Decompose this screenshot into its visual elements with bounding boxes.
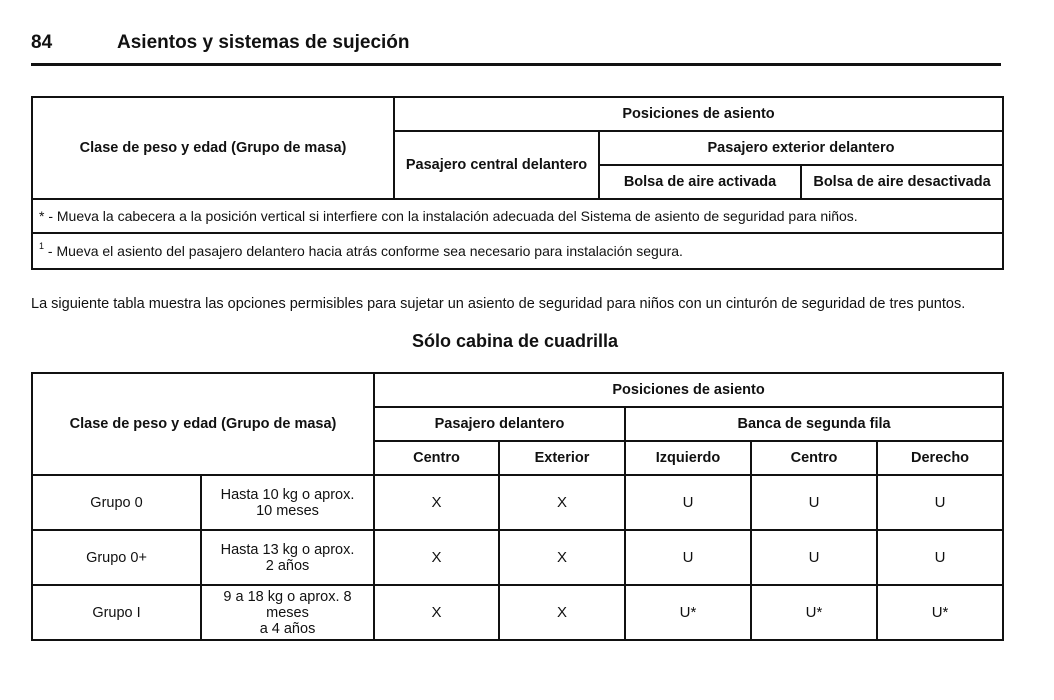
value-cell: X [374,585,499,640]
page-header [31,30,1001,66]
center-front-header: Pasajero central delantero [394,131,599,199]
weight-line: 9 a 18 kg o aprox. 8 meses [223,588,352,621]
seat-positions-header: Posiciones de asiento [374,373,1003,407]
airbag-off-header: Bolsa de aire desactivada [801,165,1003,199]
table-row [32,475,1003,530]
value-cell: U [751,475,877,530]
note-seat-text: - Mueva el asiento del pasajero delantero hacia atrás conforme sea necesario para instalación segura. [44,243,683,259]
front-passenger-header: Pasajero delantero [374,407,625,441]
value-cell: U [751,530,877,585]
class-header: Clase de peso y edad (Grupo de masa) [32,97,394,199]
note-headrest: * - Mueva la cabecera a la posición vertical si interfiere con la instalación adecuada del Sistema de asiento de seguridad para niños. [32,199,1003,233]
airbag-on-header: Bolsa de aire activada [599,165,801,199]
value-cell: U* [625,585,751,640]
section-title: Asientos y sistemas de sujeción [117,32,410,53]
seat-positions-table-2 [31,372,1004,641]
weight-age [201,475,374,530]
value-cell: X [374,475,499,530]
age-line: 10 meses [256,502,319,519]
page-number: 84 [31,32,53,53]
value-cell: X [499,475,625,530]
value-cell: U [877,530,1003,585]
weight-line: Hasta 10 kg o aprox. [220,486,355,503]
column-header: Exterior [499,441,625,475]
class-header: Clase de peso y edad (Grupo de masa) [32,373,374,475]
value-cell: X [499,585,625,640]
value-cell: U [625,475,751,530]
note-mark: 1 [39,241,45,251]
seat-positions-header: Posiciones de asiento [394,97,1003,131]
group-label: Grupo 0+ [32,530,201,585]
age-line: 2 años [265,557,310,574]
table-subtitle: Sólo cabina de cuadrilla [411,331,619,351]
weight-age [201,585,374,640]
column-header: Centro [374,441,499,475]
weight-age [201,530,374,585]
outer-front-header: Pasajero exterior delantero [599,131,1003,165]
value-cell: X [499,530,625,585]
age-line: a 4 años [259,620,316,637]
note-seat [32,233,1003,269]
second-row-header: Banca de segunda fila [625,407,1003,441]
column-header: Izquierdo [625,441,751,475]
value-cell: U* [877,585,1003,640]
value-cell: U [877,475,1003,530]
group-label: Grupo 0 [32,475,201,530]
table-row [32,530,1003,585]
value-cell: U [625,530,751,585]
value-cell: U* [751,585,877,640]
weight-line: Hasta 13 kg o aprox. [220,541,355,558]
column-header: Centro [751,441,877,475]
group-label: Grupo I [32,585,201,640]
value-cell: X [374,530,499,585]
seat-positions-table-1 [31,96,1004,270]
column-header: Derecho [877,441,1003,475]
table-row [32,585,1003,640]
intro-text: La siguiente tabla muestra las opciones permisibles para sujetar un asiento de seguridad para niños con un cinturón de seguridad de tres puntos. [31,296,966,312]
